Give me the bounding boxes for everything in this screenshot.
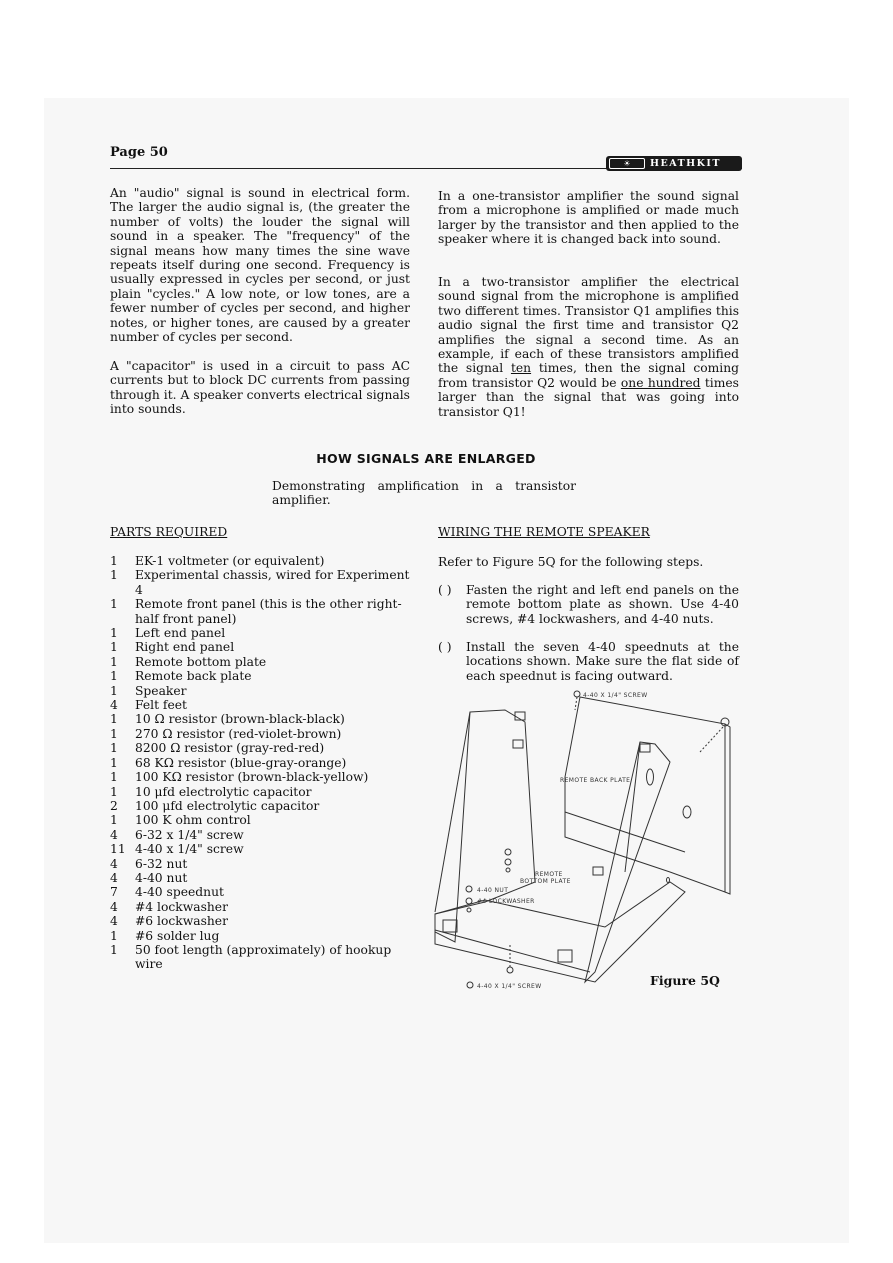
part-quantity: 4 bbox=[110, 899, 118, 914]
left-panel-edge bbox=[435, 712, 470, 912]
back-plate-fold bbox=[565, 812, 685, 852]
part-quantity: 1 bbox=[110, 942, 118, 957]
nut-icon bbox=[466, 886, 472, 892]
parts-required-heading: PARTS REQUIRED bbox=[110, 525, 228, 539]
parts-list-item bbox=[110, 554, 415, 568]
part-quantity: 1 bbox=[110, 712, 118, 727]
label-lockwasher: #4 LOCKWASHER bbox=[477, 898, 535, 905]
part-quantity: 1 bbox=[110, 626, 118, 641]
two-transistor-text-a: In a two-transistor amplifier the electrical sound signal from the microphone is amplified two different times. Transistor Q1 amplifies this audio signal the first time and transistor Q2 amplifies the signal a second time. As an example, if each of these transistors amplified the signal bbox=[438, 275, 739, 376]
parts-list-item bbox=[110, 943, 415, 972]
leader-line bbox=[700, 727, 723, 752]
part-description: Remote front panel (this is the other right-half front panel) bbox=[135, 597, 402, 626]
part-description: 270 Ω resistor (red-violet-brown) bbox=[135, 726, 342, 741]
screw-icon bbox=[506, 868, 510, 872]
label-bottom-plate-2: BOTTOM PLATE bbox=[520, 878, 571, 885]
speednut bbox=[558, 950, 572, 962]
parts-list-item bbox=[110, 756, 415, 770]
part-description: 50 foot length (approximately) of hookup wire bbox=[135, 942, 392, 972]
parts-list-item bbox=[110, 684, 415, 698]
parts-list-item bbox=[110, 885, 415, 899]
parts-list-item bbox=[110, 568, 415, 597]
heathkit-emblem-icon: ☀ bbox=[609, 158, 645, 169]
part-description: #4 lockwasher bbox=[135, 899, 228, 914]
part-quantity: 7 bbox=[110, 885, 118, 900]
label-back-plate: REMOTE BACK PLATE bbox=[560, 777, 631, 784]
part-description: 4-40 speednut bbox=[135, 885, 224, 900]
part-description: Remote back plate bbox=[135, 669, 252, 684]
step-checkbox[interactable]: ( ) bbox=[438, 583, 452, 597]
part-description: 10 μfd electrolytic capacitor bbox=[135, 784, 312, 799]
screw-icon bbox=[574, 691, 580, 697]
part-description: 4-40 nut bbox=[135, 870, 188, 885]
part-description: 100 KΩ resistor (brown-black-yellow) bbox=[135, 770, 369, 785]
parts-list bbox=[110, 554, 415, 972]
wiring-heading: WIRING THE REMOTE SPEAKER bbox=[438, 525, 650, 539]
part-description: 4-40 x 1/4" screw bbox=[135, 842, 244, 857]
intro-capacitor-paragraph: A "capacitor" is used in a circuit to pass AC currents but to block DC currents from passing through it. A speaker converts electrical signals into sounds. bbox=[110, 359, 410, 417]
parts-list-item bbox=[110, 842, 415, 856]
part-description: EK-1 voltmeter (or equivalent) bbox=[135, 554, 325, 568]
part-quantity: 1 bbox=[110, 669, 118, 684]
lockwasher-icon bbox=[505, 849, 511, 855]
parts-list-item bbox=[110, 770, 415, 784]
label-screw-top: 4-40 X 1/4" SCREW bbox=[583, 692, 648, 699]
part-description: Experimental chassis, wired for Experiment 4 bbox=[135, 568, 410, 597]
nut-icon bbox=[505, 859, 511, 865]
bottom-plate bbox=[435, 882, 685, 982]
part-quantity: 1 bbox=[110, 928, 118, 943]
part-description: Right end panel bbox=[135, 640, 235, 655]
section-subheading: Demonstrating amplification in a transistor amplifier. bbox=[272, 479, 576, 508]
parts-list-item bbox=[110, 871, 415, 885]
bottom-plate-fold bbox=[435, 930, 590, 972]
part-description: Felt feet bbox=[135, 698, 187, 713]
parts-list-item bbox=[110, 828, 415, 842]
part-quantity: 1 bbox=[110, 755, 118, 770]
back-plate-hole bbox=[683, 806, 691, 818]
part-quantity: 4 bbox=[110, 698, 118, 713]
two-transistor-text-c: times larger than the signal that was going into transistor Q1! bbox=[438, 375, 739, 419]
part-quantity: 1 bbox=[110, 597, 118, 612]
speednut bbox=[640, 744, 650, 752]
parts-list-item bbox=[110, 929, 415, 943]
page-number: Page 50 bbox=[110, 145, 168, 160]
part-quantity: 4 bbox=[110, 827, 118, 842]
parts-list-item bbox=[110, 900, 415, 914]
part-quantity: 4 bbox=[110, 856, 118, 871]
two-transistor-text-b: times, then the signal coming from transistor Q2 would be bbox=[438, 361, 739, 390]
part-quantity: 1 bbox=[110, 654, 118, 669]
part-description: 8200 Ω resistor (gray-red-red) bbox=[135, 741, 325, 756]
parts-list-item bbox=[110, 785, 415, 799]
emphasis-one-hundred: one hundred bbox=[620, 375, 701, 390]
part-description: #6 lockwasher bbox=[135, 914, 228, 929]
speednut bbox=[443, 920, 457, 932]
speednut bbox=[513, 740, 523, 748]
back-plate-hole bbox=[647, 769, 654, 785]
screw-icon bbox=[467, 908, 471, 912]
section-heading: HOW SIGNALS ARE ENLARGED bbox=[316, 451, 536, 466]
parts-list-item bbox=[110, 626, 415, 640]
parts-list-item bbox=[110, 712, 415, 726]
part-quantity: 1 bbox=[110, 784, 118, 799]
part-quantity: 1 bbox=[110, 554, 118, 568]
part-description: 6-32 nut bbox=[135, 856, 188, 871]
back-plate-shape bbox=[565, 697, 725, 892]
wiring-step-2 bbox=[438, 640, 739, 683]
label-screw-bottom: 4-40 X 1/4" SCREW bbox=[477, 983, 542, 990]
figure-caption: Figure 5Q bbox=[650, 973, 720, 988]
part-quantity: 4 bbox=[110, 870, 118, 885]
part-description: 68 KΩ resistor (blue-gray-orange) bbox=[135, 755, 347, 770]
part-description: 10 Ω resistor (brown-black-black) bbox=[135, 712, 345, 727]
screw-icon bbox=[467, 982, 473, 988]
screw-icon bbox=[507, 967, 513, 973]
figure-5q-drawing bbox=[425, 682, 743, 997]
part-description: Speaker bbox=[135, 683, 187, 698]
part-description: 100 K ohm control bbox=[135, 813, 251, 828]
wiring-step-1 bbox=[438, 583, 739, 626]
parts-list-item bbox=[110, 669, 415, 683]
parts-list-item bbox=[110, 799, 415, 813]
parts-list-item bbox=[110, 857, 415, 871]
parts-list-item bbox=[110, 655, 415, 669]
heathkit-logo-text: HEATHKIT bbox=[650, 158, 721, 169]
part-quantity: 1 bbox=[110, 568, 118, 583]
parts-list-item bbox=[110, 727, 415, 741]
parts-list-item bbox=[110, 741, 415, 755]
part-quantity: 4 bbox=[110, 914, 118, 929]
parts-list-item bbox=[110, 640, 415, 654]
intro-audio-paragraph: An "audio" signal is sound in electrical form. The larger the audio signal is, (the greater the number of volts) the louder the signal will sound in a speaker. The "frequency" of the signal means how many times the sine wave repeats itself during one second. Frequency is usually expressed in cycles per second, or just plain "cycles." A low note, or low tones, are a fewer number of cycles per second, and higher notes, or higher tones, are caused by a greater number of cycles per second. bbox=[110, 186, 410, 345]
parts-list-item bbox=[110, 597, 415, 626]
leader-line bbox=[575, 697, 577, 710]
two-transistor-paragraph bbox=[438, 275, 739, 419]
part-description: Remote bottom plate bbox=[135, 654, 267, 669]
emphasis-ten: ten bbox=[510, 361, 532, 376]
label-bottom-plate-1: REMOTE bbox=[535, 871, 563, 878]
step-text: Fasten the right and left end panels on the remote bottom plate as shown. Use 4-40 screws, #4 lockwashers, and 4-40 nuts. bbox=[466, 583, 739, 626]
part-quantity: 1 bbox=[110, 813, 118, 828]
part-quantity: 2 bbox=[110, 798, 118, 813]
part-quantity: 11 bbox=[110, 842, 126, 857]
part-description: 100 μfd electrolytic capacitor bbox=[135, 798, 320, 813]
step-checkbox[interactable]: ( ) bbox=[438, 640, 452, 654]
label-nut: 4-40 NUT bbox=[477, 887, 509, 894]
parts-list-item bbox=[110, 813, 415, 827]
part-description: Left end panel bbox=[135, 626, 226, 641]
speednut bbox=[593, 867, 603, 875]
part-description: 6-32 x 1/4" screw bbox=[135, 827, 244, 842]
one-transistor-paragraph: In a one-transistor amplifier the sound signal from a microphone is amplified or made much larger by the transistor and then applied to the speaker where it is changed back into sound. bbox=[438, 189, 739, 247]
part-quantity: 1 bbox=[110, 770, 118, 785]
part-description: #6 solder lug bbox=[135, 928, 220, 943]
back-plate-edge bbox=[725, 724, 730, 894]
part-quantity: 1 bbox=[110, 726, 118, 741]
part-quantity: 1 bbox=[110, 683, 118, 698]
part-quantity: 1 bbox=[110, 640, 118, 655]
parts-list-item bbox=[110, 698, 415, 712]
lockwasher-icon bbox=[466, 898, 472, 904]
panel-hole bbox=[667, 878, 670, 883]
heathkit-logo bbox=[606, 156, 742, 171]
parts-list-item bbox=[110, 914, 415, 928]
part-quantity: 1 bbox=[110, 741, 118, 756]
wiring-intro: Refer to Figure 5Q for the following steps. bbox=[438, 555, 704, 569]
step-text: Install the seven 4-40 speednuts at the locations shown. Make sure the flat side of each speednut is facing outward. bbox=[466, 640, 739, 683]
